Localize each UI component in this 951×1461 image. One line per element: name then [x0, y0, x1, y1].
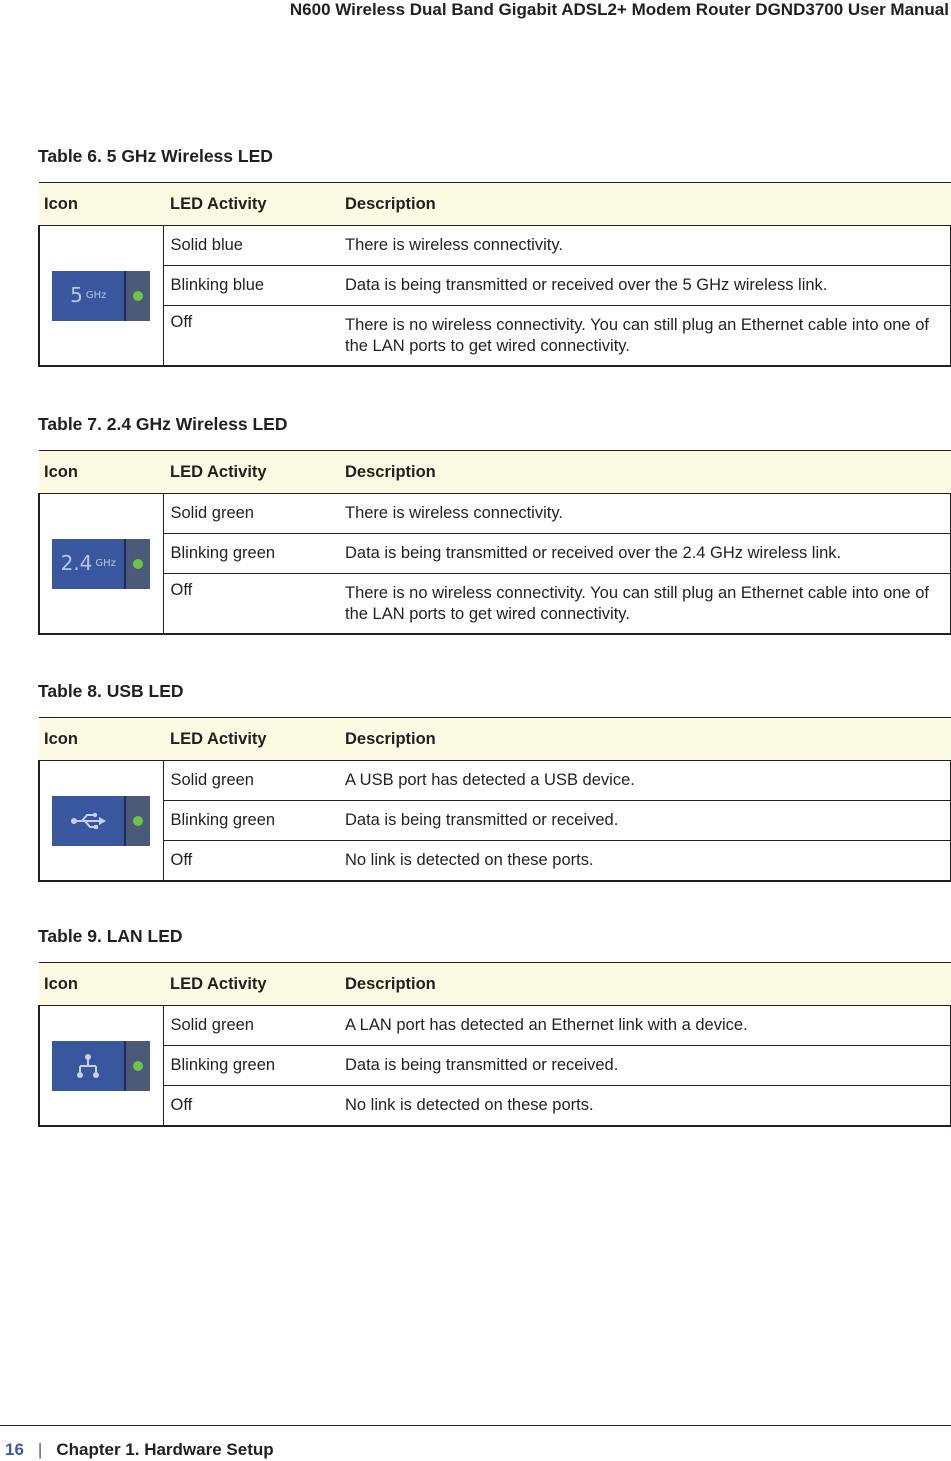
led-indicator-icon	[133, 291, 143, 301]
page-footer	[5, 1440, 274, 1460]
table-9-caption: Table 9. LAN LED	[38, 926, 183, 946]
table-row	[39, 226, 951, 266]
description-cell: Data is being transmitted or received.	[338, 1046, 951, 1086]
description-cell: There is wireless connectivity.	[338, 226, 951, 266]
description-cell: Data is being transmitted or received over the 2.4 GHz wireless link.	[338, 534, 951, 574]
icon-cell	[39, 226, 163, 367]
table-row	[39, 761, 951, 801]
table-8-usb-led	[38, 717, 951, 882]
led-indicator-icon	[133, 816, 143, 826]
page-header-title: N600 Wireless Dual Band Gigabit ADSL2+ Modem Router DGND3700 User Manual	[289, 0, 949, 19]
column-header-icon: Icon	[39, 718, 163, 761]
icon-cell	[39, 1006, 163, 1127]
chapter-title: Chapter 1. Hardware Setup	[56, 1440, 274, 1459]
description-cell: Data is being transmitted or received over the 5 GHz wireless link.	[338, 266, 951, 306]
led-indicator-icon	[133, 1061, 143, 1071]
table-row	[39, 534, 951, 574]
led-activity-cell: Off	[163, 306, 338, 367]
description-cell: No link is detected on these ports.	[338, 1086, 951, 1127]
column-header-description: Description	[338, 963, 951, 1006]
led-activity-cell: Blinking blue	[163, 266, 338, 306]
lan-led-icon	[52, 1041, 150, 1091]
table-6-caption: Table 6. 5 GHz Wireless LED	[38, 146, 273, 166]
description-cell: There is wireless connectivity.	[338, 494, 951, 534]
led-activity-cell: Solid green	[163, 761, 338, 801]
description-cell: A USB port has detected a USB device.	[338, 761, 951, 801]
table-7-caption: Table 7. 2.4 GHz Wireless LED	[38, 414, 288, 434]
network-symbol-icon	[76, 1053, 100, 1079]
column-header-description: Description	[338, 183, 951, 226]
table-row	[39, 1006, 951, 1046]
column-header-icon: Icon	[39, 451, 163, 494]
led-activity-cell: Off	[163, 574, 338, 635]
table-row	[39, 801, 951, 841]
usb-led-icon	[52, 796, 150, 846]
column-header-icon: Icon	[39, 183, 163, 226]
table-row	[39, 306, 951, 367]
footer-separator: |	[37, 1440, 43, 1459]
page-number: 16	[5, 1440, 24, 1459]
column-header-led-activity: LED Activity	[163, 451, 338, 494]
column-header-icon: Icon	[39, 963, 163, 1006]
description-cell: No link is detected on these ports.	[338, 841, 951, 882]
led-activity-cell: Blinking green	[163, 534, 338, 574]
led-activity-cell: Off	[163, 1086, 338, 1127]
led-activity-cell: Off	[163, 841, 338, 882]
table-9-lan-led	[38, 962, 951, 1127]
column-header-led-activity: LED Activity	[163, 963, 338, 1006]
table-row	[39, 494, 951, 534]
table-row	[39, 1086, 951, 1127]
column-header-description: Description	[338, 718, 951, 761]
column-header-led-activity: LED Activity	[163, 718, 338, 761]
led-activity-cell: Solid green	[163, 1006, 338, 1046]
2-4ghz-led-icon: 2.4 GHz	[52, 539, 150, 589]
footer-divider	[0, 1425, 951, 1426]
table-6-5ghz-wireless-led	[38, 182, 951, 367]
table-row	[39, 1046, 951, 1086]
table-row	[39, 574, 951, 635]
led-activity-cell: Solid green	[163, 494, 338, 534]
description-cell: Data is being transmitted or received.	[338, 801, 951, 841]
table-7-2-4ghz-wireless-led	[38, 450, 951, 635]
description-cell: There is no wireless connectivity. You can still plug an Ethernet cable into one of the LAN ports to get wired connectivity.	[338, 574, 951, 635]
icon-cell	[39, 494, 163, 635]
description-cell: There is no wireless connectivity. You can still plug an Ethernet cable into one of the LAN ports to get wired connectivity.	[338, 306, 951, 367]
table-row	[39, 841, 951, 882]
column-header-description: Description	[338, 451, 951, 494]
table-row	[39, 266, 951, 306]
led-indicator-icon	[133, 559, 143, 569]
usb-symbol-icon	[70, 811, 106, 831]
description-cell: A LAN port has detected an Ethernet link with a device.	[338, 1006, 951, 1046]
led-activity-cell: Blinking green	[163, 801, 338, 841]
5ghz-led-icon: 5 GHz	[52, 271, 150, 321]
column-header-led-activity: LED Activity	[163, 183, 338, 226]
led-activity-cell: Blinking green	[163, 1046, 338, 1086]
table-8-caption: Table 8. USB LED	[38, 681, 184, 701]
led-activity-cell: Solid blue	[163, 226, 338, 266]
icon-cell	[39, 761, 163, 882]
